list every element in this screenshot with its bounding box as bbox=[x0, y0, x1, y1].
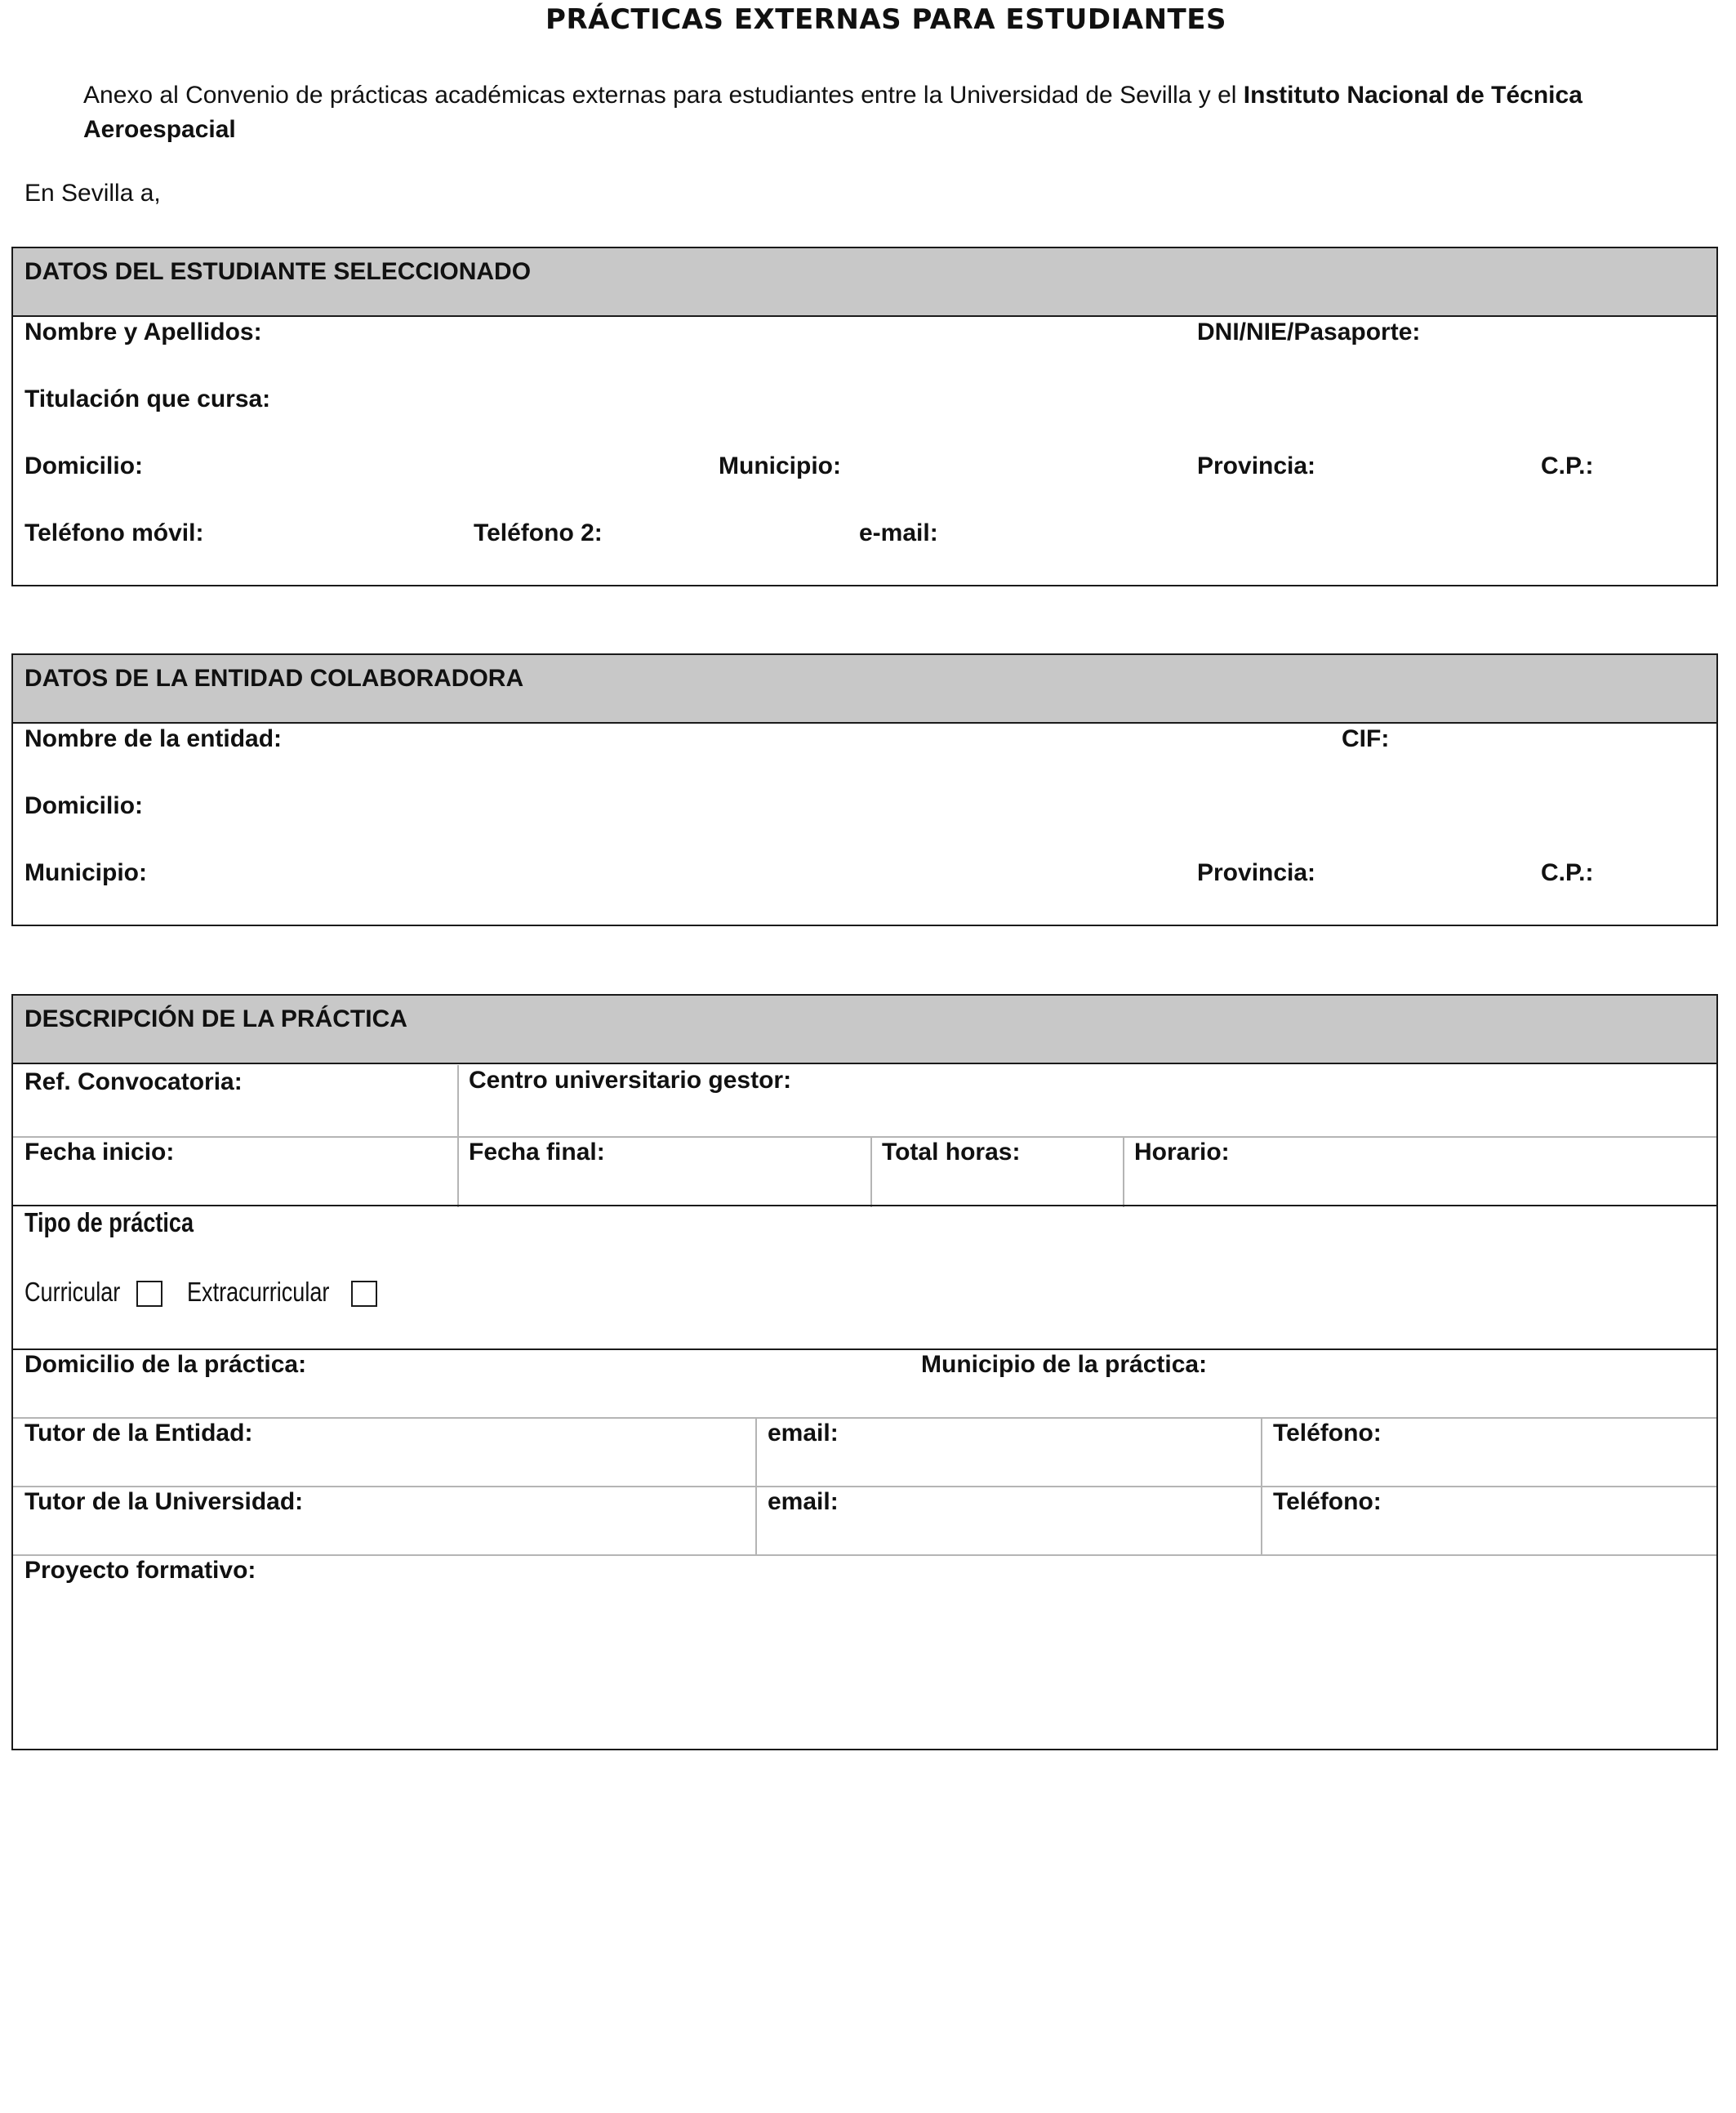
practice-type-label: Tipo de práctica bbox=[24, 1207, 194, 1237]
student-header-title: DATOS DEL ESTUDIANTE SELECCIONADO bbox=[24, 258, 532, 285]
student-mobile-label[interactable]: Teléfono móvil: bbox=[24, 519, 204, 546]
divider bbox=[13, 1417, 1716, 1419]
curricular-checkbox[interactable] bbox=[136, 1281, 162, 1307]
divider bbox=[13, 1554, 1716, 1556]
student-header bbox=[13, 248, 1716, 317]
student-province-label[interactable]: Provincia: bbox=[1197, 452, 1316, 479]
entity-header bbox=[13, 655, 1716, 724]
tutor-univ-phone-label[interactable]: Teléfono: bbox=[1273, 1488, 1382, 1515]
entity-header-title: DATOS DE LA ENTIDAD COLABORADORA bbox=[24, 665, 524, 692]
practice-header-title: DESCRIPCIÓN DE LA PRÁCTICA bbox=[24, 1005, 407, 1032]
divider bbox=[13, 1136, 1716, 1138]
student-degree-label[interactable]: Titulación que cursa: bbox=[24, 386, 271, 412]
practice-town-label[interactable]: Municipio de la práctica: bbox=[921, 1351, 1208, 1378]
tutor-entity-email-label[interactable]: email: bbox=[768, 1420, 839, 1447]
tutor-entity-label[interactable]: Tutor de la Entidad: bbox=[24, 1420, 253, 1447]
annex-institution: Instituto Nacional de Técnica Aeroespacial bbox=[83, 82, 1582, 143]
ref-label[interactable]: Ref. Convocatoria: bbox=[24, 1068, 243, 1095]
page-title: PRÁCTICAS EXTERNAS PARA ESTUDIANTES bbox=[545, 3, 1226, 36]
practice-header bbox=[13, 996, 1716, 1064]
start-date-label[interactable]: Fecha inicio: bbox=[24, 1139, 175, 1166]
tutor-entity-phone-label[interactable]: Teléfono: bbox=[1273, 1420, 1382, 1447]
tutor-univ-email-label[interactable]: email: bbox=[768, 1488, 839, 1515]
entity-cif-label[interactable]: CIF: bbox=[1342, 725, 1390, 752]
student-phone2-label[interactable]: Teléfono 2: bbox=[474, 519, 603, 546]
student-email-label[interactable]: e-mail: bbox=[859, 519, 938, 546]
end-date-label[interactable]: Fecha final: bbox=[469, 1139, 605, 1166]
student-id-label[interactable]: DNI/NIE/Pasaporte: bbox=[1197, 319, 1421, 345]
divider bbox=[13, 1348, 1716, 1350]
curricular-label: Curricular bbox=[24, 1277, 121, 1307]
student-postcode-label[interactable]: C.P.: bbox=[1541, 452, 1594, 479]
divider bbox=[870, 1138, 872, 1207]
entity-postcode-label[interactable]: C.P.: bbox=[1541, 859, 1594, 886]
tutor-univ-label[interactable]: Tutor de la Universidad: bbox=[24, 1488, 304, 1515]
student-name-label[interactable]: Nombre y Apellidos: bbox=[24, 319, 262, 345]
entity-province-label[interactable]: Provincia: bbox=[1197, 859, 1316, 886]
schedule-label[interactable]: Horario: bbox=[1134, 1139, 1230, 1166]
divider bbox=[13, 1486, 1716, 1487]
extracurricular-label: Extracurricular bbox=[187, 1277, 330, 1307]
extracurricular-checkbox[interactable] bbox=[351, 1281, 377, 1307]
divider bbox=[755, 1419, 757, 1556]
annex-text: Anexo al Convenio de prácticas académicas externas para estudiantes entre la Universidad de Sevilla y el bbox=[83, 82, 1244, 109]
student-town-label[interactable]: Municipio: bbox=[719, 452, 841, 479]
place-date: En Sevilla a, bbox=[24, 180, 161, 207]
entity-town-label[interactable]: Municipio: bbox=[24, 859, 147, 886]
divider bbox=[1261, 1419, 1262, 1556]
center-label[interactable]: Centro universitario gestor: bbox=[469, 1067, 792, 1094]
practice-address-label[interactable]: Domicilio de la práctica: bbox=[24, 1351, 307, 1378]
entity-address-label[interactable]: Domicilio: bbox=[24, 792, 144, 819]
project-label[interactable]: Proyecto formativo: bbox=[24, 1557, 256, 1584]
divider bbox=[1123, 1138, 1124, 1207]
total-hours-label[interactable]: Total horas: bbox=[882, 1139, 1021, 1166]
entity-name-label[interactable]: Nombre de la entidad: bbox=[24, 725, 283, 752]
student-address-label[interactable]: Domicilio: bbox=[24, 452, 144, 479]
annex-paragraph bbox=[83, 78, 1618, 147]
divider bbox=[13, 1205, 1716, 1206]
